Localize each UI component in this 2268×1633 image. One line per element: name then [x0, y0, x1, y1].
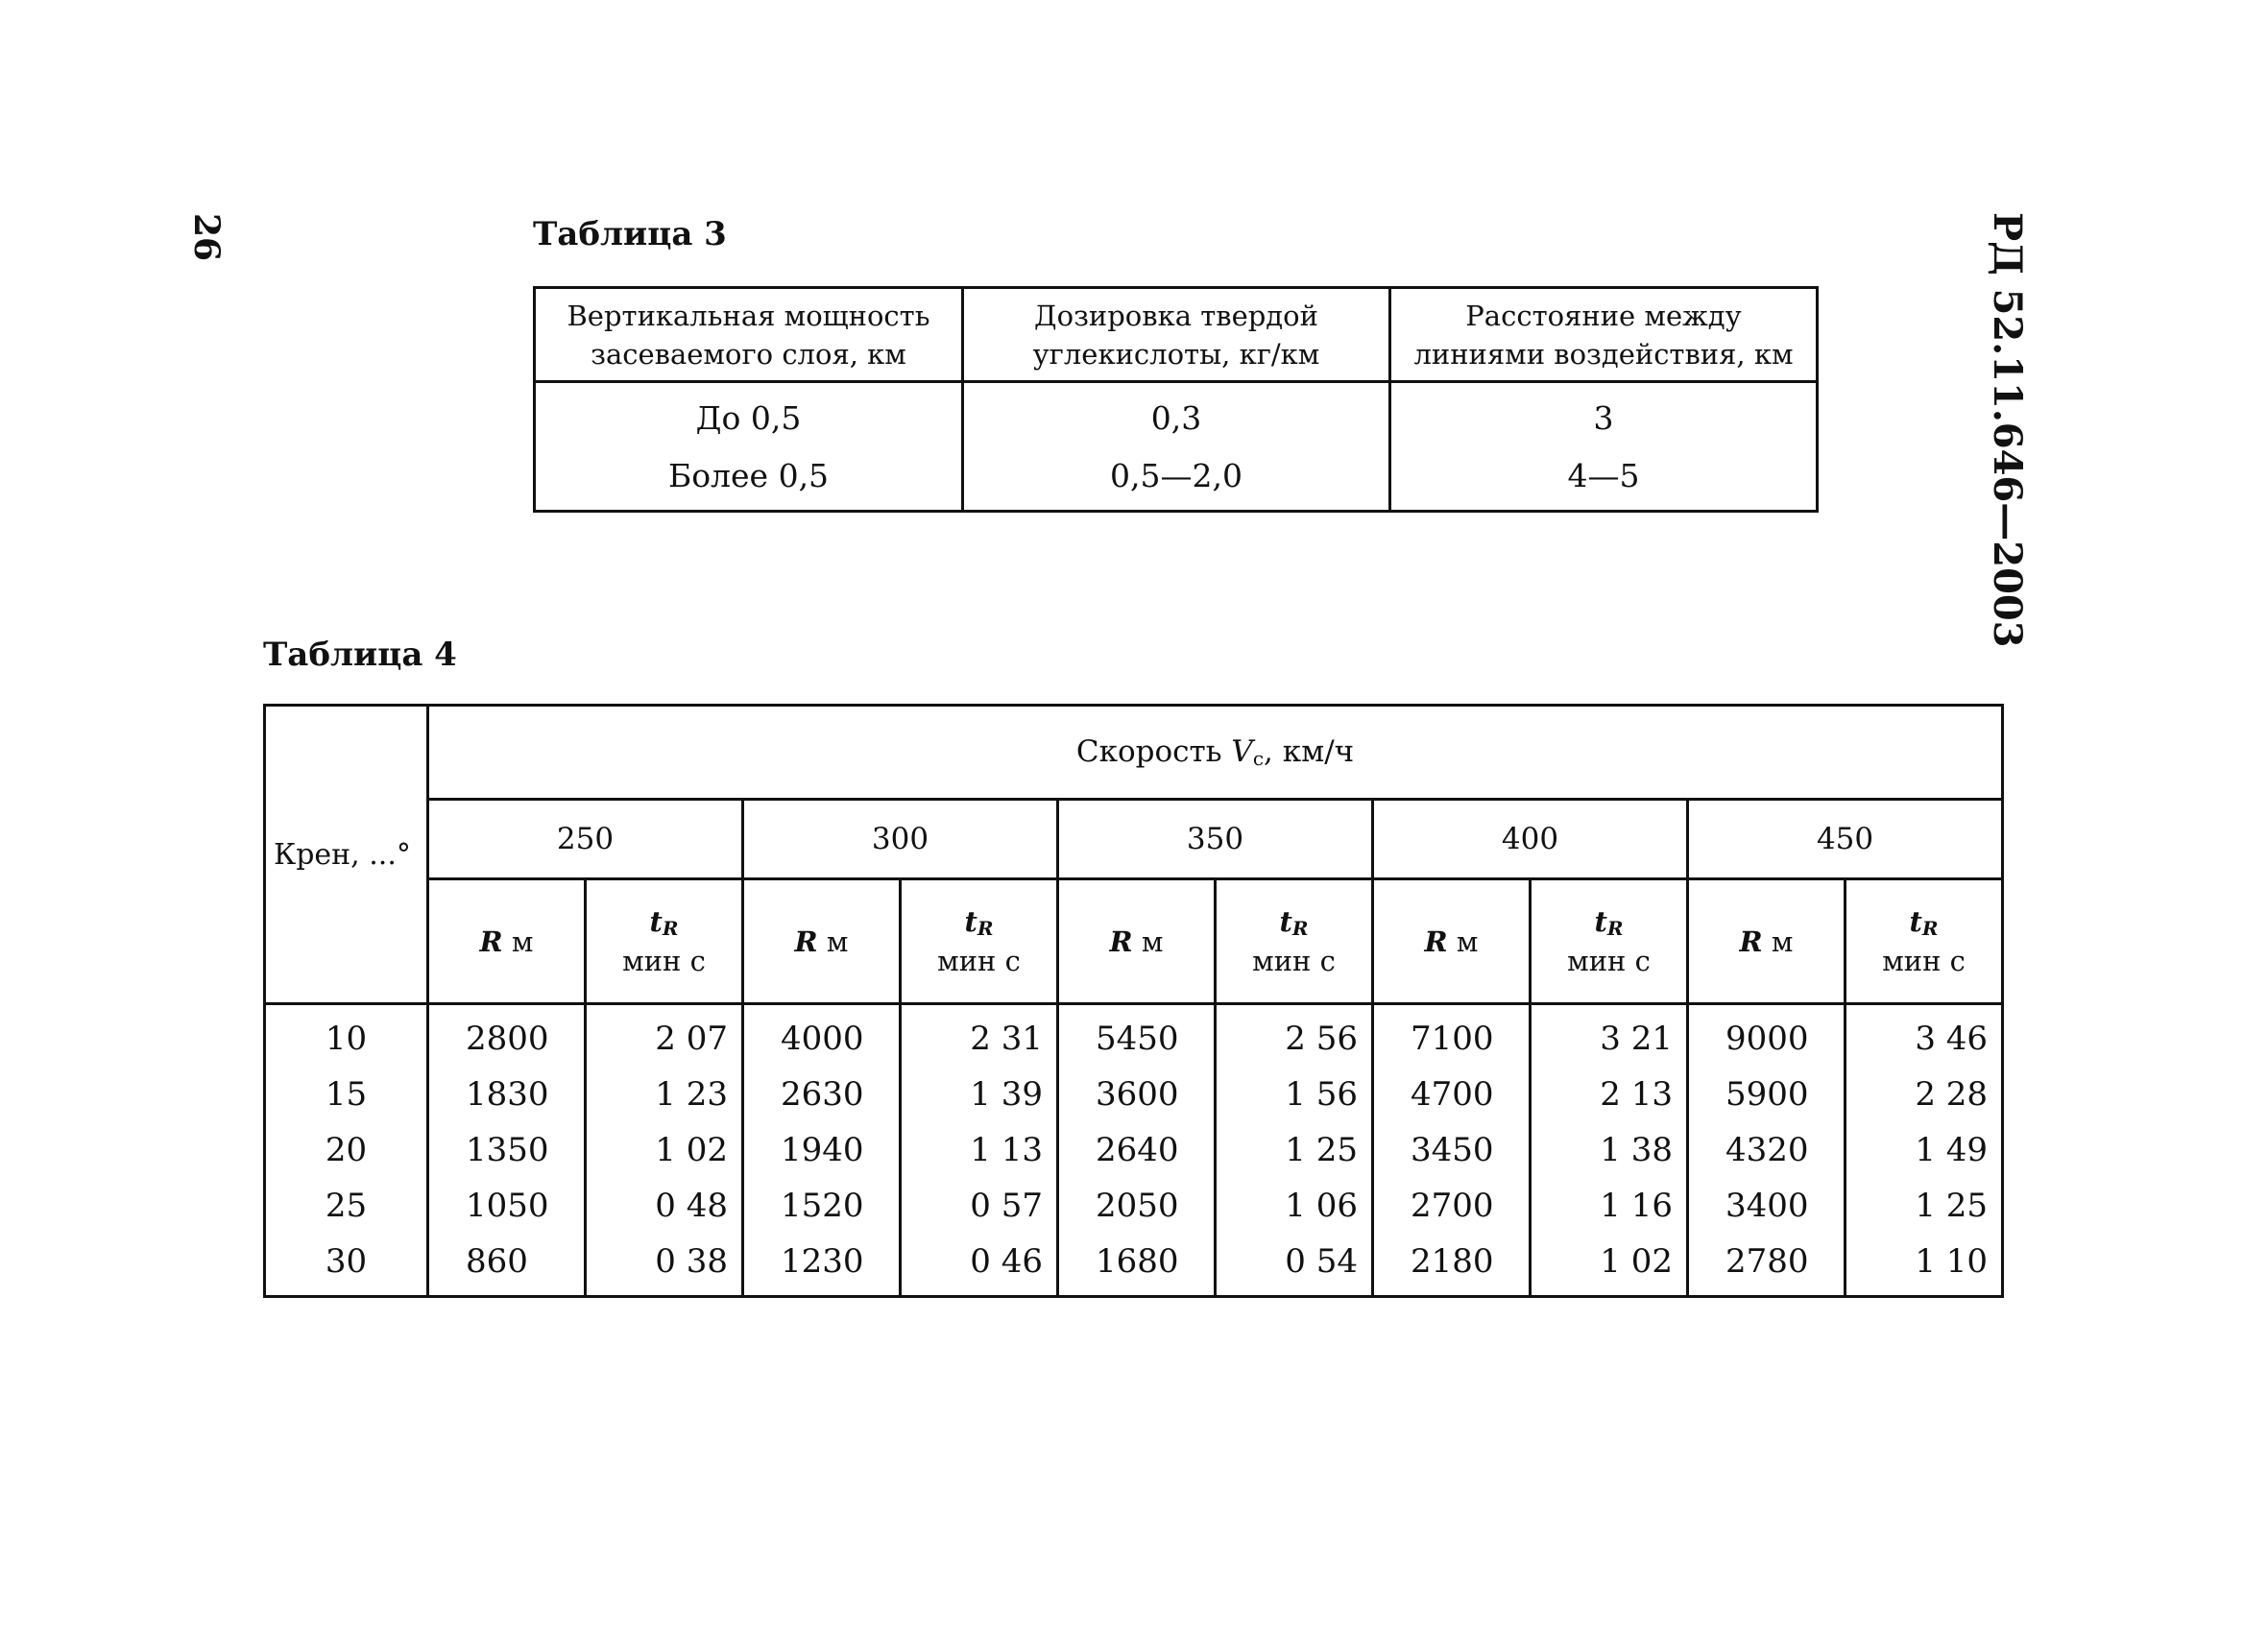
table4-speed-300: 300 — [743, 800, 1058, 879]
table4-sub-t: $t_R$ мин с — [1846, 879, 2003, 1004]
table-cell: 0 48 — [586, 1178, 743, 1234]
table-cell: 3450 — [1373, 1122, 1531, 1178]
table-cell: 2050 — [1058, 1178, 1216, 1234]
table3-caption: Таблица 3 — [533, 215, 727, 253]
table-cell: 1 38 — [1531, 1122, 1688, 1178]
table4 — [263, 704, 2004, 1298]
table3 — [533, 286, 1819, 513]
table-cell: 0 46 — [901, 1234, 1058, 1297]
table-cell: 1 56 — [1216, 1067, 1373, 1122]
table-cell: 2780 — [1688, 1234, 1846, 1297]
table-cell: 860 — [428, 1234, 586, 1297]
table-cell: 1 02 — [586, 1122, 743, 1178]
table4-sub-r: R м — [743, 879, 901, 1004]
table-cell: 0 54 — [1216, 1234, 1373, 1297]
table-row — [535, 446, 1818, 512]
table4-sub-r: R м — [1373, 879, 1531, 1004]
table-row — [265, 1004, 2003, 1068]
table-row — [265, 1122, 2003, 1178]
table-cell: 4320 — [1688, 1122, 1846, 1178]
table-cell: 1940 — [743, 1122, 901, 1178]
table-cell: 1 16 — [1531, 1178, 1688, 1234]
table-cell: 1 23 — [586, 1067, 743, 1122]
table-cell: 0 57 — [901, 1178, 1058, 1234]
table-cell: 2 07 — [586, 1004, 743, 1068]
table-cell: 3 46 — [1846, 1004, 2003, 1068]
table4-sub-t: $t_R$ мин с — [1531, 879, 1688, 1004]
page-number: 26 — [186, 212, 227, 262]
table-cell: 3400 — [1688, 1178, 1846, 1234]
table4-sub-t: $t_R$ мин с — [586, 879, 743, 1004]
table4-sub-t: $t_R$ мин с — [901, 879, 1058, 1004]
table-cell: 1520 — [743, 1178, 901, 1234]
table4-speed-350: 350 — [1058, 800, 1373, 879]
table-cell: 4000 — [743, 1004, 901, 1068]
table-cell: 2 13 — [1531, 1067, 1688, 1122]
table-cell-kren: 10 — [265, 1004, 428, 1068]
table-cell: 4—5 — [1390, 446, 1818, 512]
table-cell: 2 31 — [901, 1004, 1058, 1068]
table3-header-distance: Расстояние между линиями воздействия, км — [1390, 288, 1818, 382]
table4-sub-r: R м — [1688, 879, 1846, 1004]
table-cell: 1 02 — [1531, 1234, 1688, 1297]
table-row — [535, 382, 1818, 447]
table-cell: 1 06 — [1216, 1178, 1373, 1234]
table4-speed-450: 450 — [1688, 800, 2003, 879]
table-cell: 1680 — [1058, 1234, 1216, 1297]
table-cell: 2 56 — [1216, 1004, 1373, 1068]
table-cell: 3 21 — [1531, 1004, 1688, 1068]
table4-speed-400: 400 — [1373, 800, 1688, 879]
table3-header-row — [535, 288, 1818, 382]
table-cell: До 0,5 — [535, 382, 963, 447]
table-cell: 2180 — [1373, 1234, 1531, 1297]
table-cell: 0,5—2,0 — [963, 446, 1390, 512]
table-cell-kren: 30 — [265, 1234, 428, 1297]
table-cell: 1 25 — [1846, 1178, 2003, 1234]
table-cell-kren: 15 — [265, 1067, 428, 1122]
table-cell: Более 0,5 — [535, 446, 963, 512]
table-cell: 2700 — [1373, 1178, 1531, 1234]
table-row — [265, 1234, 2003, 1297]
table4-sub-t: $t_R$ мин с — [1216, 879, 1373, 1004]
table4-sub-r: R м — [428, 879, 586, 1004]
table-cell: 0,3 — [963, 382, 1390, 447]
table-cell: 1 25 — [1216, 1122, 1373, 1178]
table4-header-row-speed — [265, 706, 2003, 800]
table-cell: 1350 — [428, 1122, 586, 1178]
table4-speed-250: 250 — [428, 800, 743, 879]
table-cell: 7100 — [1373, 1004, 1531, 1068]
table-cell: 3 — [1390, 382, 1818, 447]
table4-caption: Таблица 4 — [263, 636, 457, 674]
table-cell: 1 49 — [1846, 1122, 2003, 1178]
table3-header-layer: Вертикальная мощность засеваемого слоя, км — [535, 288, 963, 382]
table-cell: 2 28 — [1846, 1067, 2003, 1122]
table-cell: 1 10 — [1846, 1234, 2003, 1297]
table-cell-kren: 20 — [265, 1122, 428, 1178]
table-cell: 1050 — [428, 1178, 586, 1234]
table-row — [265, 1178, 2003, 1234]
table-cell: 3600 — [1058, 1067, 1216, 1122]
table-cell: 2630 — [743, 1067, 901, 1122]
table4-header-row-sub — [265, 879, 2003, 1004]
table-cell: 5450 — [1058, 1004, 1216, 1068]
table4-sub-r: R м — [1058, 879, 1216, 1004]
table-cell: 1 13 — [901, 1122, 1058, 1178]
table-cell: 4700 — [1373, 1067, 1531, 1122]
table-cell: 5900 — [1688, 1067, 1846, 1122]
table-row — [265, 1067, 2003, 1122]
table-cell: 2800 — [428, 1004, 586, 1068]
table-cell: 9000 — [1688, 1004, 1846, 1068]
table-cell: 1 39 — [901, 1067, 1058, 1122]
document-code: РД 52.11.646—2003 — [1985, 212, 2030, 648]
table-cell: 0 38 — [586, 1234, 743, 1297]
table4-header-row-values — [265, 800, 2003, 879]
table-cell: 1830 — [428, 1067, 586, 1122]
table-cell-kren: 25 — [265, 1178, 428, 1234]
table-cell: 1230 — [743, 1234, 901, 1297]
table-cell: 2640 — [1058, 1122, 1216, 1178]
table3-header-dosage: Дозировка твердой углекислоты, кг/км — [963, 288, 1390, 382]
table4-header-kren: Крен, ...° — [265, 706, 428, 1004]
table4-header-speed: Скорость $V_с$, км/ч — [428, 706, 2003, 800]
